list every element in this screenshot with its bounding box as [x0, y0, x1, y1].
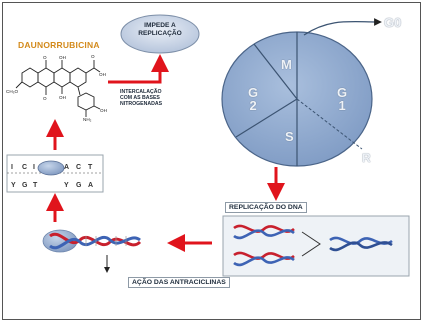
svg-text:Y: Y: [11, 182, 16, 189]
svg-text:O: O: [91, 54, 95, 59]
phase-m-label: M: [281, 57, 292, 72]
svg-text:G: G: [22, 182, 28, 189]
svg-text:OH: OH: [59, 55, 66, 60]
svg-text:O: O: [43, 55, 47, 60]
svg-text:C: C: [22, 164, 28, 171]
svg-text:I: I: [11, 164, 13, 171]
svg-text:A: A: [88, 182, 94, 189]
replication-label: REPLICAÇÃO DO DNA: [225, 202, 307, 213]
arrow-to-impede: [108, 63, 160, 82]
daunorubicin-structure: [16, 60, 100, 117]
svg-text:NH₂: NH₂: [83, 117, 92, 122]
phase-g2-label: G 2: [248, 85, 259, 113]
intercalation-label: INTERCALAÇÃO COM AS BASES NITROGENADAS: [120, 89, 163, 108]
action-label: AÇÃO DAS ANTRACICLINAS: [128, 277, 230, 288]
dna-helix-with-drug: [43, 230, 140, 252]
svg-text:OH: OH: [59, 95, 66, 100]
phase-g0-label: G0: [384, 15, 402, 30]
svg-text:O: O: [43, 96, 47, 101]
svg-text:CH₃O: CH₃O: [6, 89, 19, 94]
svg-text:T: T: [33, 182, 38, 189]
impede-label: IMPEDE A REPLICAÇÃO: [138, 22, 182, 37]
intercalated-drug: [38, 161, 64, 175]
svg-text:OH: OH: [100, 108, 107, 113]
structure-atom-labels: [6, 54, 107, 122]
drug-title: DAUNORRUBICINA: [18, 40, 100, 50]
cell-cycle-circle: [222, 32, 372, 166]
arrow-to-g0: [304, 22, 378, 35]
svg-text:A: A: [64, 164, 70, 171]
svg-text:C: C: [76, 164, 82, 171]
svg-text:Y: Y: [64, 182, 69, 189]
dna-ladder: [7, 155, 103, 192]
phase-g1-label: G 1: [337, 85, 348, 113]
svg-text:I: I: [33, 164, 35, 171]
phase-s-label: S: [285, 129, 294, 144]
svg-text:T: T: [88, 164, 93, 171]
restriction-point-label: R: [362, 151, 371, 165]
svg-text:OH: OH: [99, 72, 106, 77]
svg-text:G: G: [76, 182, 82, 189]
replication-box: [223, 216, 409, 276]
